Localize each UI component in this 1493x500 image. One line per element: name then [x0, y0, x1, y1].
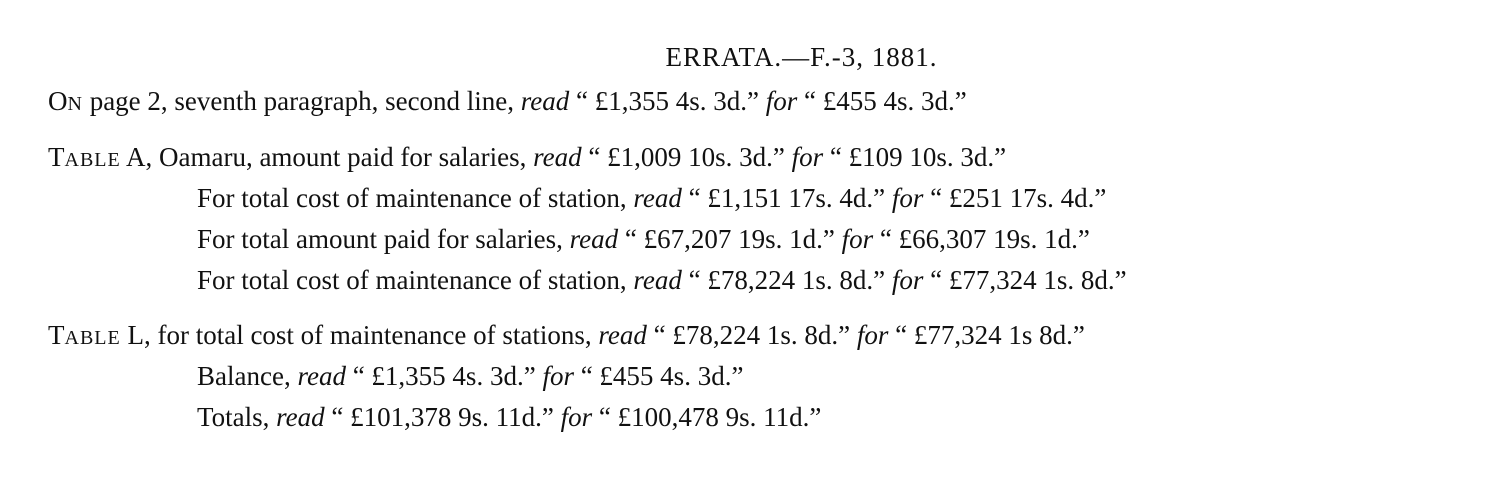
for-word: for [560, 402, 593, 432]
line-text: For total cost of maintenance of station, [197, 265, 634, 295]
read-value: “ £1,009 10s. 3d.” [581, 142, 792, 172]
read-word: read [569, 224, 619, 254]
read-word: read [633, 265, 682, 295]
read-value: “ £1,355 4s. 3d.” [569, 86, 766, 116]
for-value: “ £455 4s. 3d.” [797, 86, 967, 116]
errata-line-table-a-sub-2 [197, 226, 1090, 253]
for-value: “ £251 17s. 4d.” [923, 183, 1107, 213]
for-word: for [841, 224, 874, 254]
read-value: “ £67,207 19s. 1d.” [618, 224, 842, 254]
for-value: “ £100,478 9s. 11d.” [592, 402, 822, 432]
line-text: For total cost of maintenance of station, [197, 183, 634, 213]
for-value: “ £109 10s. 3d.” [823, 142, 1007, 172]
small-caps-initial: T [48, 142, 65, 172]
line-text: page 2, seventh paragraph, second line, [82, 86, 521, 116]
small-caps-rest: ABLE [64, 149, 121, 171]
line-text: Balance, [197, 361, 298, 391]
read-word: read [533, 142, 582, 172]
for-word: for [856, 320, 889, 350]
for-word: for [791, 142, 824, 172]
read-value: “ £1,151 17s. 4d.” [681, 183, 892, 213]
errata-line-table-a-sub-3 [197, 267, 1127, 294]
table-label: A, [120, 142, 153, 172]
read-value: “ £78,224 1s. 8d.” [646, 320, 857, 350]
small-caps-rest: ABLE [64, 327, 121, 349]
line-text: for total cost of maintenance of stations, [150, 320, 599, 350]
for-value: “ £77,324 1s. 8d.” [923, 265, 1127, 295]
for-value: “ £66,307 19s. 1d.” [873, 224, 1090, 254]
for-value: “ £77,324 1s 8d.” [888, 320, 1085, 350]
read-word: read [276, 402, 325, 432]
read-value: “ £78,224 1s. 8d.” [681, 265, 892, 295]
read-value: “ £1,355 4s. 3d.” [345, 361, 543, 391]
small-caps-initial: O [48, 86, 68, 116]
errata-line-table-l-sub-1 [197, 363, 743, 390]
small-caps-rest: N [67, 93, 83, 115]
for-value: “ £455 4s. 3d.” [573, 361, 744, 391]
table-label: L, [120, 320, 151, 350]
small-caps-initial: T [48, 320, 65, 350]
for-word: for [891, 265, 924, 295]
errata-line-table-l-sub-2 [197, 404, 821, 431]
read-word: read [520, 86, 570, 116]
line-text: For total amount paid for salaries, [197, 224, 570, 254]
line-text: Totals, [197, 402, 277, 432]
errata-line-table-a-sub-1 [197, 185, 1106, 212]
read-word: read [297, 361, 346, 391]
for-word: for [891, 183, 924, 213]
for-word: for [542, 361, 574, 391]
read-word: read [633, 183, 682, 213]
errata-line-page-2 [48, 88, 967, 115]
errata-title: ERRATA.—F.-3, 1881. [665, 42, 938, 72]
errata-line-table-a [48, 144, 1006, 171]
read-word: read [598, 320, 647, 350]
line-text: Oamaru, amount paid for salaries, [152, 142, 534, 172]
errata-line-table-l [48, 322, 1085, 349]
read-value: “ £101,378 9s. 11d.” [324, 402, 561, 432]
for-word: for [765, 86, 798, 116]
